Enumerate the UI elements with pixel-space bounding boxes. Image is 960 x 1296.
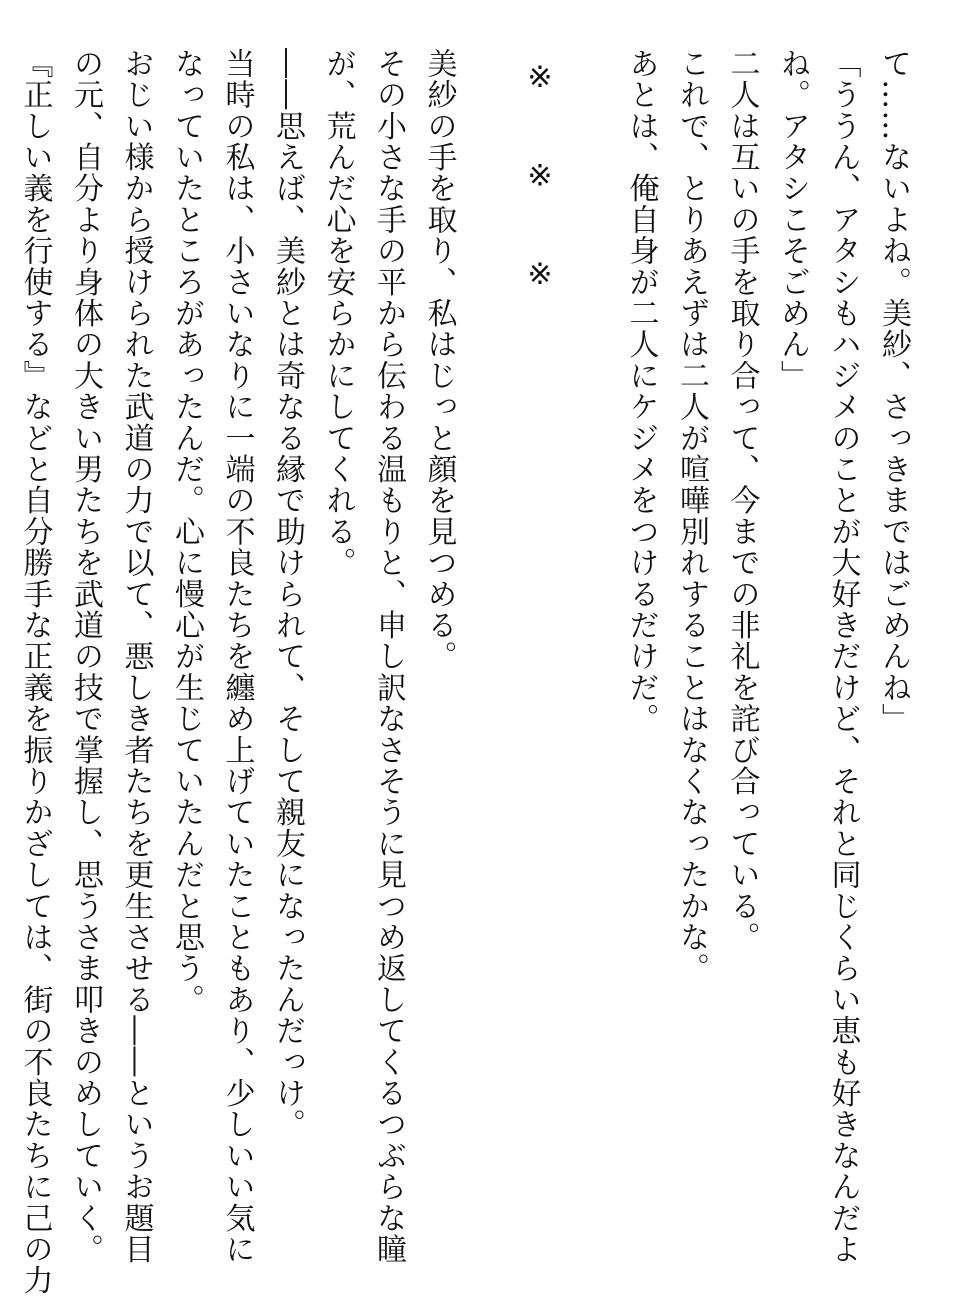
text-line: 当時の私は、小さいなりに一端の不良たちを纏め上げていたこともあり、少しいい気に — [219, 48, 255, 1265]
text-line: 二人は互いの手を取り合って、今までの非礼を詫び合っている。 — [724, 48, 760, 953]
blank-line — [464, 48, 515, 1258]
text-line: 『正しい義を行使する』などと自分勝手な正義を振りかざしては、街の不良たちに己の力 — [17, 48, 53, 1296]
text-line: の元、自分より身体の大きい男たちを武道の技で掌握し、思うさま叩きのめしていく。 — [68, 48, 103, 1265]
text-line: て……ないよね。美紗、さっきまではごめんね」 — [876, 48, 911, 735]
text-line: これで、とりあえずは二人が喧嘩別れすることはなくなったかな。 — [674, 48, 709, 984]
text-line: ね。アタシこそごめん」 — [775, 48, 810, 392]
text-line: その小さな手の平から伝わる温もりと、申し訳なさそうに見つめ返してくるつぶらな瞳 — [371, 48, 406, 1265]
text-line: おじい様から授けられた武道の力で以て、悪しき者たちを更生させる――というお題目 — [118, 48, 154, 1265]
text-line: 美紗の手を取り、私はじっと顔を見つめる。 — [421, 48, 457, 672]
text-line: 「ううん、アタシもハジメのことが大好きだけど、それと同じくらい恵も好きなんだよ — [825, 48, 861, 1265]
text-line: ――思えば、美紗とは奇なる縁で助けられて、そして親友になったんだっけ。 — [270, 48, 305, 1140]
text-line: なっていたところがあったんだ。心に慢心が生じていたんだと思う。 — [169, 48, 204, 1016]
vertical-text-body — [9, 48, 918, 1296]
text-line: あとは、俺自身が二人にケジメをつけるだけだ。 — [623, 48, 659, 735]
text-line: が、荒んだ心を安らかにしてくれる。 — [320, 48, 356, 579]
blank-line — [565, 48, 616, 1258]
section-separator: ※ ※ ※ — [522, 60, 558, 294]
